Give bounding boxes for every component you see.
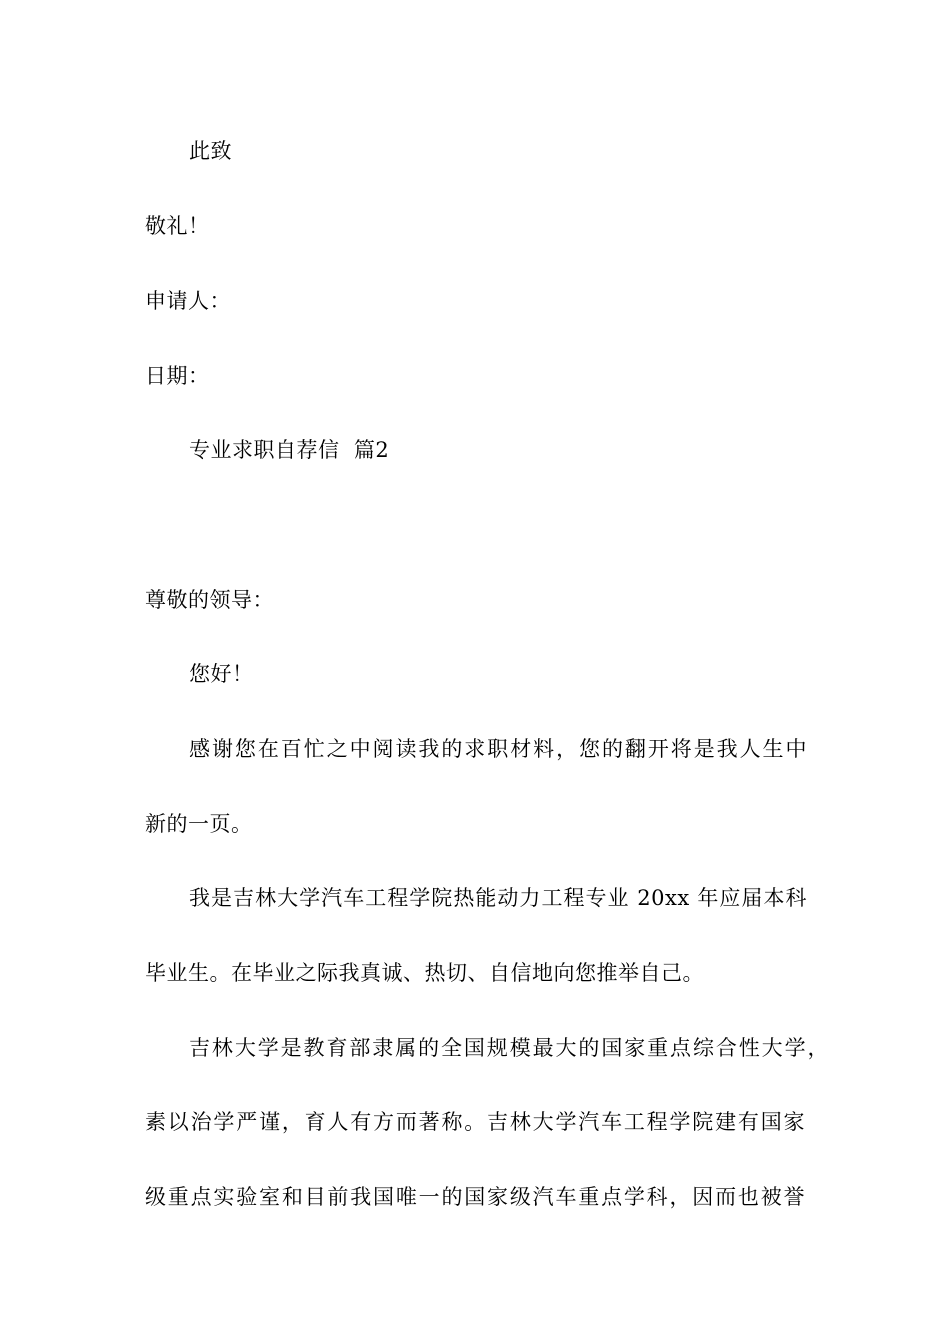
applicant-label: 申请人： <box>145 289 231 313</box>
paragraph-3-line-2: 素以治学严谨，育人有方而著称。吉林大学汽车工程学院建有国家 <box>145 1110 805 1134</box>
closing-ci-zhi: 此致 <box>189 139 232 163</box>
paragraph-2-line-1: 我是吉林大学汽车工程学院热能动力工程专业 20xx 年应届本科 <box>189 886 807 910</box>
closing-regards: 敬礼！ <box>145 214 210 238</box>
paragraph-3-line-1: 吉林大学是教育部隶属的全国规模最大的国家重点综合性大学， <box>189 1036 829 1060</box>
paragraph-3-line-3: 级重点实验室和目前我国唯一的国家级汽车重点学科，因而也被誉 <box>145 1185 805 1209</box>
paragraph-1-line-2: 新的一页。 <box>145 812 253 836</box>
date-label: 日期： <box>145 364 210 388</box>
section-title: 专业求职自荐信 篇2 <box>189 438 390 462</box>
hello-line: 您好！ <box>189 662 254 686</box>
paragraph-2-line-2: 毕业生。在毕业之际我真诚、热切、自信地向您推举自己。 <box>145 961 704 985</box>
paragraph-1-line-1: 感谢您在百忙之中阅读我的求职材料，您的翻开将是我人生中 <box>189 737 807 761</box>
greeting: 尊敬的领导： <box>145 588 274 612</box>
